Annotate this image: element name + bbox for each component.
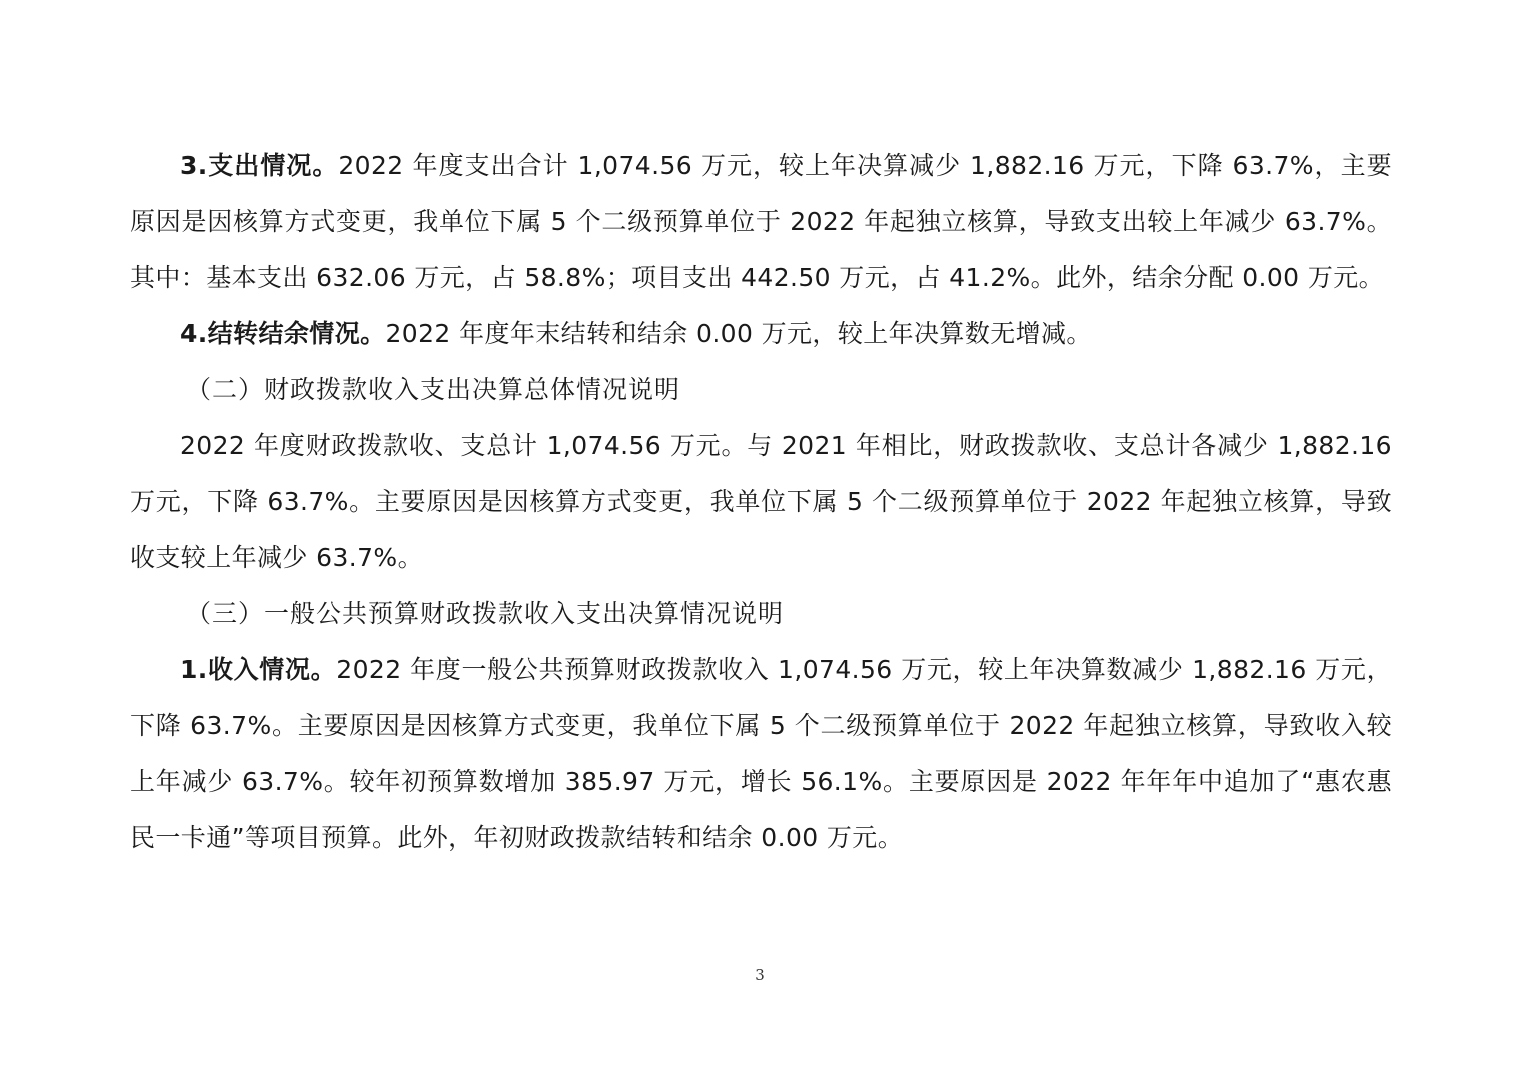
carryover-lead: 4.结转结余情况。 (180, 319, 386, 348)
paragraph-income (130, 642, 1392, 866)
document-body (130, 138, 1392, 866)
income-lead: 1.收入情况。 (180, 655, 337, 684)
section-heading-three: （三）一般公共预算财政拨款收入支出决算情况说明 (186, 599, 785, 628)
section-heading-two: （二）财政拨款收入支出决算总体情况说明 (186, 375, 681, 404)
expenditure-text: 2022 年度支出合计 1,074.56 万元，较上年决算减少 1,882.16 万元，下降 63.7%，主要原因是因核算方式变更，我单位下属 5 个二级预算单位于 2022 年起独立核算，导致支出较上年减少 63.7%。其中：基本支出 632.06 万元，占 58.8%；项目支出 442.50 万元，占 41.2%。此外，结余分配 0.00 万元。 (130, 151, 1392, 292)
paragraph-carryover (130, 306, 1392, 362)
page-number: 3 (755, 966, 765, 984)
paragraph-expenditure (130, 138, 1392, 306)
expenditure-lead: 3.支出情况。 (180, 151, 339, 180)
carryover-text: 2022 年度年末结转和结余 0.00 万元，较上年决算数无增减。 (385, 319, 1092, 348)
income-text: 2022 年度一般公共预算财政拨款收入 1,074.56 万元，较上年决算数减少 1,882.16 万元，下降 63.7%。主要原因是因核算方式变更，我单位下属 5 个二级预算单位于 2022 年起独立核算，导致收入较上年减少 63.7%。较年初预算数增加 385.97 万元，增长 56.1%。主要原因是 2022 年年年中追加了“惠农惠民一卡通”等项目预算。此外，年初财政拨款结转和结余 0.00 万元。 (130, 655, 1392, 852)
paragraph-fiscal-overall (130, 418, 1392, 586)
fiscal-overall-text: 2022 年度财政拨款收、支总计 1,074.56 万元。与 2021 年相比，财政拨款收、支总计各减少 1,882.16 万元，下降 63.7%。主要原因是因核算方式变更，我单位下属 5 个二级预算单位于 2022 年起独立核算，导致收支较上年减少 63.7%。 (130, 431, 1392, 572)
